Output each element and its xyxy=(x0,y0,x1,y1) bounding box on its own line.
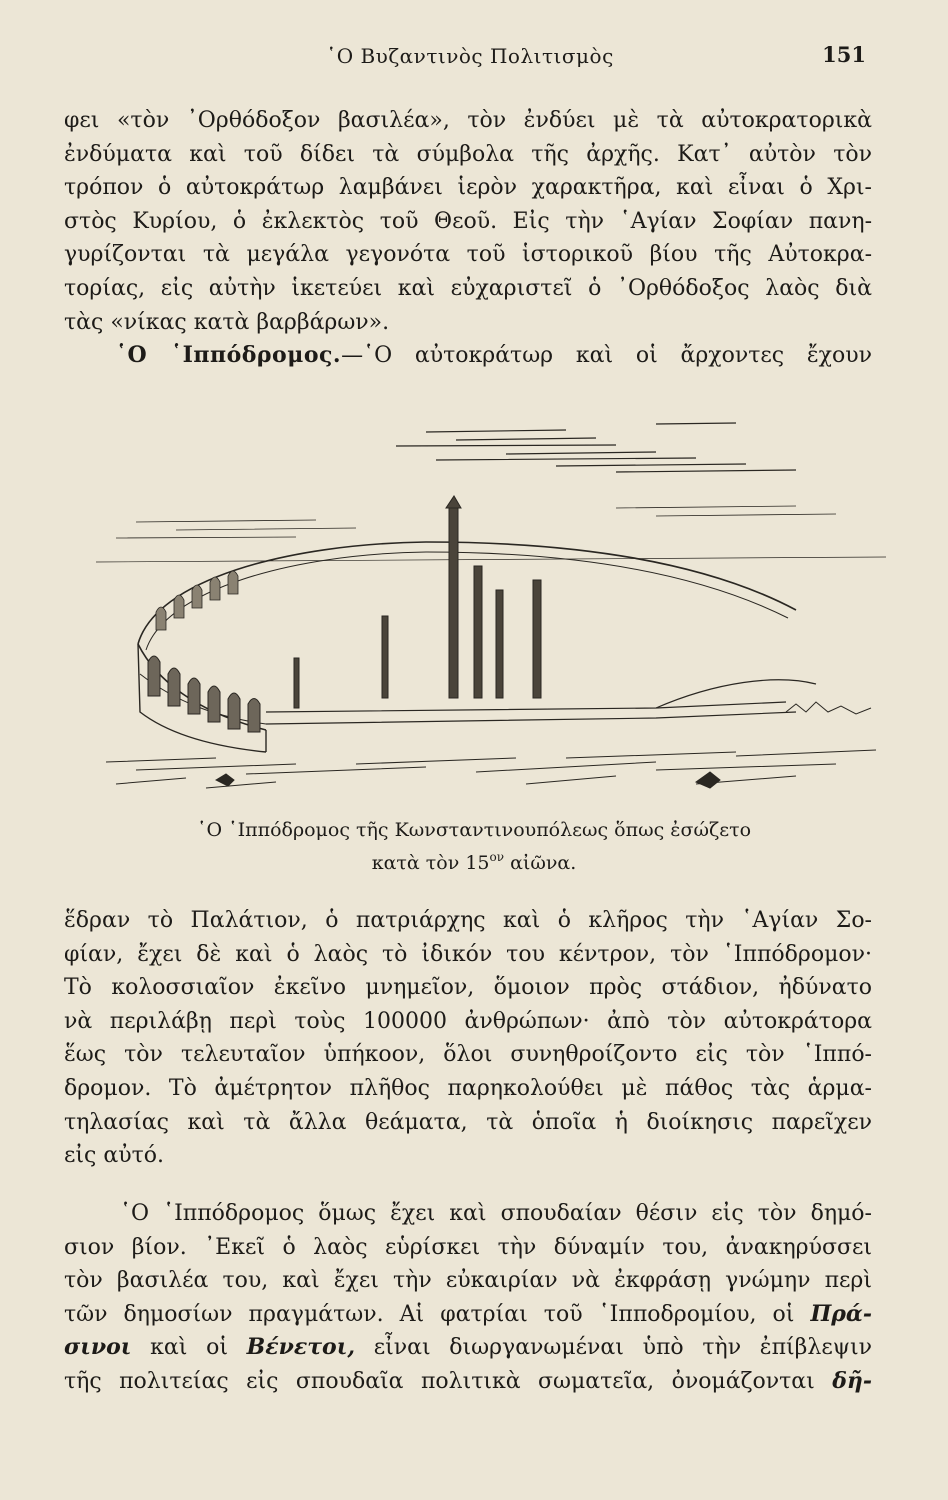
faction-name-venetoi: Βένετοι, xyxy=(246,1334,356,1361)
text-line-content: καὶ οἱ xyxy=(131,1335,247,1361)
text-line-content: τὰς «νίκας κατὰ βαρβάρων». xyxy=(64,309,390,335)
figure-caption xyxy=(64,814,884,880)
text-line-content: γυρίζονται τὰ μεγάλα γεγονότα τοῦ ἱστορικοῦ βίου τῆς Αὐτοκρα- xyxy=(64,242,872,268)
text-line xyxy=(64,205,872,239)
page-number: 151 xyxy=(822,42,866,67)
text-line xyxy=(64,1231,872,1265)
text-line-content: φίαν, ἔχει δὲ καὶ ὁ λαὸς τὸ ἰδικόν του κέντρον, τὸν ῾Ιππόδρομον· xyxy=(64,941,872,967)
text-line xyxy=(64,171,872,205)
text-line xyxy=(64,938,872,972)
section-line xyxy=(64,339,872,373)
text-line-content: στὸς Κυρίου, ὁ ἐκλεκτὸς τοῦ Θεοῦ. Εἰς τὴν ῾Αγίαν Σοφίαν πανη- xyxy=(64,208,872,234)
running-title: ῾Ο Βυζαντινὸς Πολιτισμὸς xyxy=(326,44,614,68)
hippodrome-illustration xyxy=(96,412,886,808)
text-line xyxy=(64,238,872,272)
text-line-content: ἐνδύματα καὶ τοῦ δίδει τὰ σύμβολα τῆς ἀρχῆς. Κατ᾿ αὐτὸν τὸν xyxy=(64,141,872,167)
caption-superscript: ον xyxy=(489,850,505,864)
text-line-content: τηλασίας καὶ τὰ ἄλλα θεάματα, τὰ ὁποῖα ἡ διοίκησις παρεῖχεν xyxy=(64,1109,872,1135)
section-intro-text: —῾Ο αὐτοκράτωρ καὶ οἱ ἄρχοντες ἔχουν xyxy=(341,343,872,369)
text-line-content: τῶν δημοσίων πραγμάτων. Αἱ φατρίαι τοῦ ῾Ιπποδρομίου, οἱ xyxy=(64,1301,811,1327)
text-line xyxy=(64,1264,872,1298)
faction-name-prasinoi: Πρά- xyxy=(810,1300,872,1327)
text-line-content: ῾Ο ῾Ιππόδρομος ὅμως ἔχει καὶ σπουδαίαν θέσιν εἰς τὸν δημό- xyxy=(120,1201,872,1226)
text-line xyxy=(64,1005,872,1039)
text-line xyxy=(64,1331,872,1365)
text-line xyxy=(64,971,872,1005)
text-line xyxy=(64,138,872,172)
emphasized-word: δῆ- xyxy=(832,1367,872,1394)
text-line-content: τὸν βασιλέα του, καὶ ἔχει τὴν εὐκαιρίαν νὰ ἐκφράσῃ γνώμην περὶ xyxy=(64,1268,872,1294)
text-line xyxy=(64,1072,872,1106)
text-line xyxy=(64,104,872,138)
paragraph-top xyxy=(64,104,872,373)
paragraph-middle xyxy=(64,904,872,1173)
text-line-content: τῆς πολιτείας εἰς σπουδαῖα πολιτικὰ σωματεῖα, ὀνομάζονται xyxy=(64,1368,833,1394)
hippodrome-engraving xyxy=(96,412,886,808)
caption-line: ῾Ο ῾Ιππόδρομος τῆς Κωνσταντινουπόλεως ὅπως ἐσώζετο xyxy=(196,819,752,841)
text-line xyxy=(64,1038,872,1072)
text-line xyxy=(64,306,872,340)
text-line-content: νὰ περιλάβῃ περὶ τοὺς 100000 ἀνθρώπων· ἀπὸ τὸν αὐτοκράτορα xyxy=(64,1008,872,1034)
text-line-content: ἕως τὸν τελευταῖον ὑπήκοον, ὅλοι συνηθροίζοντο εἰς τὸν ῾Ιππό- xyxy=(64,1042,872,1068)
text-line-content: δρομον. Τὸ ἀμέτρητον πλῆθος παρηκολούθει μὲ πάθος τὰς ἁρμα- xyxy=(64,1075,872,1101)
text-line-content: Τὸ κολοσσιαῖον ἐκεῖνο μνημεῖον, ὅμοιον πρὸς στάδιον, ἠδύνατο xyxy=(64,975,872,1001)
text-line xyxy=(64,1106,872,1140)
text-line-content: τορίας, εἰς αὐτὴν ἱκετεύει καὶ εὐχαριστεῖ ὁ ᾿Ορθόδοξος λαὸς διὰ xyxy=(64,275,872,301)
text-line-content: εἰς αὐτό. xyxy=(64,1143,164,1169)
caption-text: αἰῶνα. xyxy=(504,852,577,874)
paragraph-bottom xyxy=(64,1197,872,1399)
text-line-content: ἕδραν τὸ Παλάτιον, ὁ πατριάρχης καὶ ὁ κλῆρος τὴν ῾Αγίαν Σο- xyxy=(64,908,872,933)
text-line-content: σιον βίον. ᾿Εκεῖ ὁ λαὸς εὑρίσκει τὴν δύναμίν του, ἀνακηρύσσει xyxy=(64,1234,872,1260)
text-line xyxy=(64,1365,872,1399)
text-line-content: τρόπον ὁ αὐτοκράτωρ λαμβάνει ἱερὸν χαρακτῆρα, καὶ εἶναι ὁ Χρι- xyxy=(64,175,872,201)
text-line xyxy=(64,272,872,306)
caption-text: κατὰ τὸν 15 xyxy=(371,852,490,874)
text-line xyxy=(64,904,872,938)
section-heading: ῾Ο ῾Ιππόδρομος. xyxy=(116,342,342,369)
text-line xyxy=(64,1139,872,1173)
text-line xyxy=(64,1197,872,1231)
faction-name-prasinoi-cont: σινοι xyxy=(64,1334,132,1361)
text-line-content: εἶναι διωργανωμέναι ὑπὸ τὴν ἐπίβλεψιν xyxy=(355,1335,872,1361)
running-header xyxy=(60,44,880,80)
caption-line xyxy=(64,847,884,880)
text-line xyxy=(64,1298,872,1332)
text-line-content: φει «τὸν ᾿Ορθόδοξον βασιλέα», τὸν ἐνδύει μὲ τὰ αὐτοκρατορικὰ xyxy=(64,108,872,133)
